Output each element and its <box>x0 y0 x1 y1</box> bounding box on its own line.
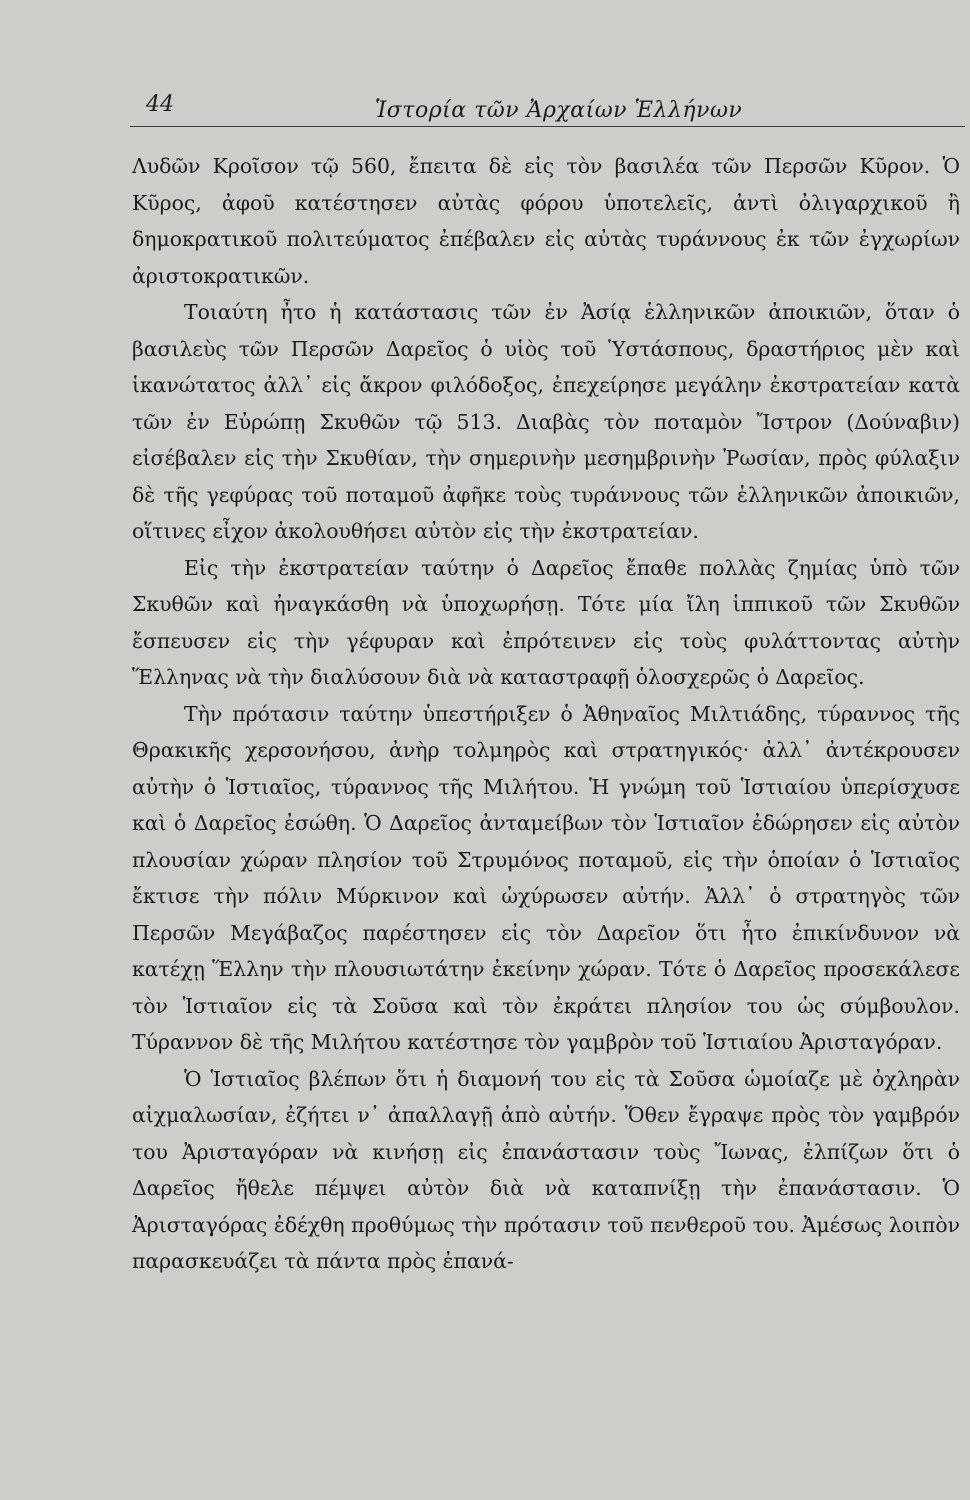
page-number: 44 <box>146 92 174 117</box>
page-header <box>130 86 965 127</box>
paragraph-4: Τὴν πρότασιν ταύτην ὑπεστήριξεν ὁ Ἀθηναῖος Μιλτιάδης, τύραννος τῆς Θρακικῆς χερσονήσου, ἀνὴρ τολμηρὸς καὶ στρατηγικός· ἀλλ᾽ ἀντέκρουσεν αὐτὴν ὁ Ἱστιαῖος, τύραννος τῆς Μιλήτου. Ἡ γνώμη τοῦ Ἱστιαίου ὑπερίσχυσε καὶ ὁ Δαρεῖος ἐσώθη. Ὁ Δαρεῖος ἀνταμείβων τὸν Ἱστιαῖον ἐδώρησεν εἰς αὐτὸν πλουσίαν χώραν πλησίον τοῦ Στρυμόνος ποταμοῦ, εἰς τὴν ὁποίαν ὁ Ἱστιαῖος ἔκτισε τὴν πόλιν Μύρκινον καὶ ὠχύρωσεν αὐτήν. Ἀλλ᾽ ὁ στρατηγὸς τῶν Περσῶν Μεγάβαζος παρέστησεν εἰς τὸν Δαρεῖον ὅτι ἦτο ἐπικίνδυνον νὰ κατέχῃ Ἕλλην τὴν πλουσιωτάτην ἐκείνην χώραν. Τότε ὁ Δαρεῖος προσεκάλεσε τὸν Ἱστιαῖον εἰς τὰ Σοῦσα καὶ τὸν ἐκράτει πλησίον του ὡς σύμβουλον. Τύραννον δὲ τῆς Μιλήτου κατέστησε τὸν γαμβρὸν τοῦ Ἱστιαίου Ἀρισταγόραν. <box>132 701 960 1054</box>
paragraph-5: Ὁ Ἱστιαῖος βλέπων ὅτι ἡ διαμονή του εἰς τὰ Σοῦσα ὡμοίαζε μὲ ὀχληρὰν αἰχμαλωσίαν, ἐζήτει ν᾽ ἀπαλλαγῇ ἀπὸ αὐτήν. Ὅθεν ἔγραψε πρὸς τὸν γαμβρόν του Ἀρισταγόραν νὰ κινήσῃ εἰς ἐπανάστασιν τοὺς Ἴωνας, ἐλπίζων ὅτι ὁ Δαρεῖος ἤθελε πέμψει αὐτὸν διὰ νὰ καταπνίξῃ τὴν ἐπανάστασιν. Ὁ Ἀρισταγόρας ἐδέχθη προθύμως τὴν πρότασιν τοῦ πενθεροῦ του. Ἀμέσως λοιπὸν παρασκευάζει τὰ πάντα πρὸς ἐπανά- <box>132 1066 960 1273</box>
paragraph-2: Τοιαύτη ἦτο ἡ κατάστασις τῶν ἐν Ἀσίᾳ ἑλληνικῶν ἀποικιῶν, ὅταν ὁ βασιλεὺς τῶν Περσῶν Δαρεῖος ὁ υἱὸς τοῦ Ὑστάσπους, δραστήριος μὲν καὶ ἱκανώτατος ἀλλ᾽ εἰς ἄκρον φιλόδοξος, ἐπεχείρησε μεγάλην ἐκστρατείαν κατὰ τῶν ἐν Εὐρώπῃ Σκυθῶν τῷ 513. Διαβὰς τὸν ποταμὸν Ἴστρον (Δούναβιν) εἰσέβαλεν εἰς τὴν Σκυθίαν, τὴν σημερινὴν μεσημβρινὴν Ῥωσίαν, πρὸς φύλαξιν δὲ τῆς γεφύρας τοῦ ποταμοῦ ἀφῆκε τοὺς τυράννους τῶν ἑλληνικῶν ἀποικιῶν, οἵτινες εἶχον ἀκολουθήσει αὐτὸν εἰς τὴν ἐκστρατείαν. <box>132 300 960 543</box>
paragraph-3: Εἰς τὴν ἐκστρατείαν ταύτην ὁ Δαρεῖος ἔπαθε πολλὰς ζημίας ὑπὸ τῶν Σκυθῶν καὶ ἠναγκάσθη νὰ ὑποχωρήσῃ. Τότε μία ἴλη ἱππικοῦ τῶν Σκυθῶν ἔσπευσεν εἰς τὴν γέφυραν καὶ ἐπρότεινεν εἰς τοὺς φυλάττοντας αὐτὴν Ἕλληνας νὰ τὴν διαλύσουν διὰ νὰ καταστραφῇ ὁλοσχερῶς ὁ Δαρεῖος. <box>132 555 960 689</box>
running-title: Ἱστορία τῶν Ἀρχαίων Ἑλλήνων <box>375 98 743 123</box>
body-text <box>132 148 960 1280</box>
paragraph-1: Λυδῶν Κροῖσον τῷ 560, ἔπειτα δὲ εἰς τὸν βασιλέα τῶν Περσῶν Κῦρον. Ὁ Κῦρος, ἀφοῦ κατέστησεν αὐτὰς φόρου ὑποτελεῖς, ἀντὶ ὀλιγαρχικοῦ ἢ δημοκρατικοῦ πολιτεύματος ἐπέβαλεν εἰς αὐτὰς τυράννους ἐκ τῶν ἐγχωρίων ἀριστοκρατικῶν. <box>132 154 960 288</box>
